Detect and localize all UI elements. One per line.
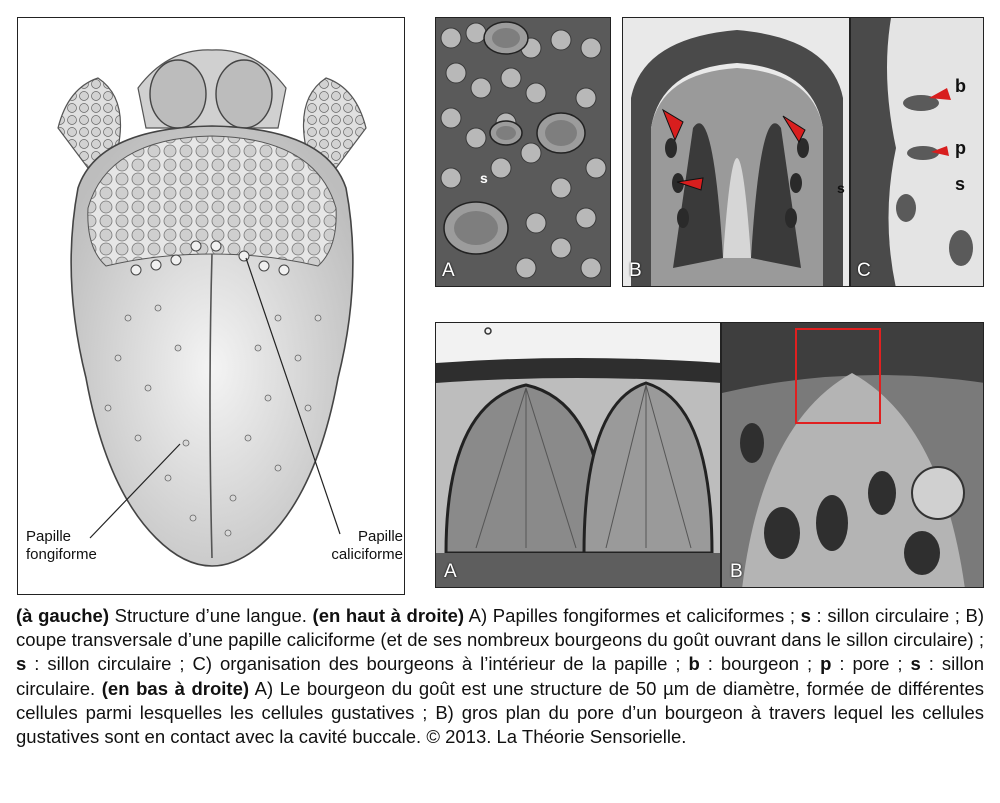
label-fungiform: Papille fongiforme <box>26 528 97 563</box>
marker-s-top-b: s <box>837 180 845 196</box>
marker-s-top-c: s <box>955 174 966 194</box>
caption-term-b: b <box>688 653 700 675</box>
panel-letter-top-b: B <box>629 260 642 281</box>
caption-term-s: s <box>800 605 811 626</box>
caption-text: : sillon circulaire ; C) organisation des bourgeons à l’intérieur de la papille ; <box>26 653 689 675</box>
pore-closeup-image <box>722 323 984 588</box>
caption-text: : sillon circulaire. <box>16 653 985 699</box>
caption-topright-heading: (en haut à droite) <box>312 605 465 626</box>
taste-buds-histology-image <box>436 323 721 588</box>
caption-left-text: Structure d’une langue. <box>109 605 313 626</box>
caption-text: A) Le bourgeon du goût est une structure de 50 µm de diamètre, formée de différentes cellules parmi lesquelles les cellules gustatives ; B) gros plan du pore d’un bourgeon à travers lequel les cellules gustatives sont en contact avec la cavité buccale. © 2013. La Théorie Sensorielle. <box>16 677 985 748</box>
top-panel-a-sem <box>435 17 611 287</box>
caption-bottomright-heading: (en bas à droite) <box>101 677 250 699</box>
top-panel-b-section <box>622 17 850 287</box>
bottom-panel-b-pore <box>721 322 984 588</box>
marker-s-top-a: s <box>480 170 488 186</box>
caption-left-heading: (à gauche) <box>16 605 110 626</box>
bottom-panel-a-buds <box>435 322 721 588</box>
circumvallate-section-image <box>623 18 850 287</box>
panel-letter-bottom-a: A <box>444 561 457 582</box>
caption-text: : pore ; <box>831 653 911 675</box>
panel-letter-top-a: A <box>442 260 455 281</box>
tongue-drawing <box>18 18 405 595</box>
marker-p: p <box>955 138 966 158</box>
caption-text: A) Papilles fongiformes et caliciformes ; <box>464 605 801 626</box>
panel-letter-top-c: C <box>857 260 871 281</box>
label-circumvallate: Papille caliciforme <box>331 528 403 563</box>
caption-term-s: s <box>16 653 27 675</box>
caption-term-s: s <box>910 653 921 675</box>
caption-text: : bourgeon ; <box>699 653 821 675</box>
caption-text: : sillon circulaire ; B) coupe transversale d’une papille caliciforme (et de ses nombreux bourgeons du goût ouvrant dans le sillon circulaire) ; <box>16 605 985 651</box>
figure-caption <box>16 604 984 749</box>
panel-letter-bottom-b: B <box>730 561 743 582</box>
marker-b: b <box>955 76 966 96</box>
sem-papillae-image <box>436 18 611 287</box>
tongue-illustration-panel <box>17 17 405 595</box>
caption-term-p: p <box>820 653 832 675</box>
top-panel-c-buds <box>850 17 984 287</box>
